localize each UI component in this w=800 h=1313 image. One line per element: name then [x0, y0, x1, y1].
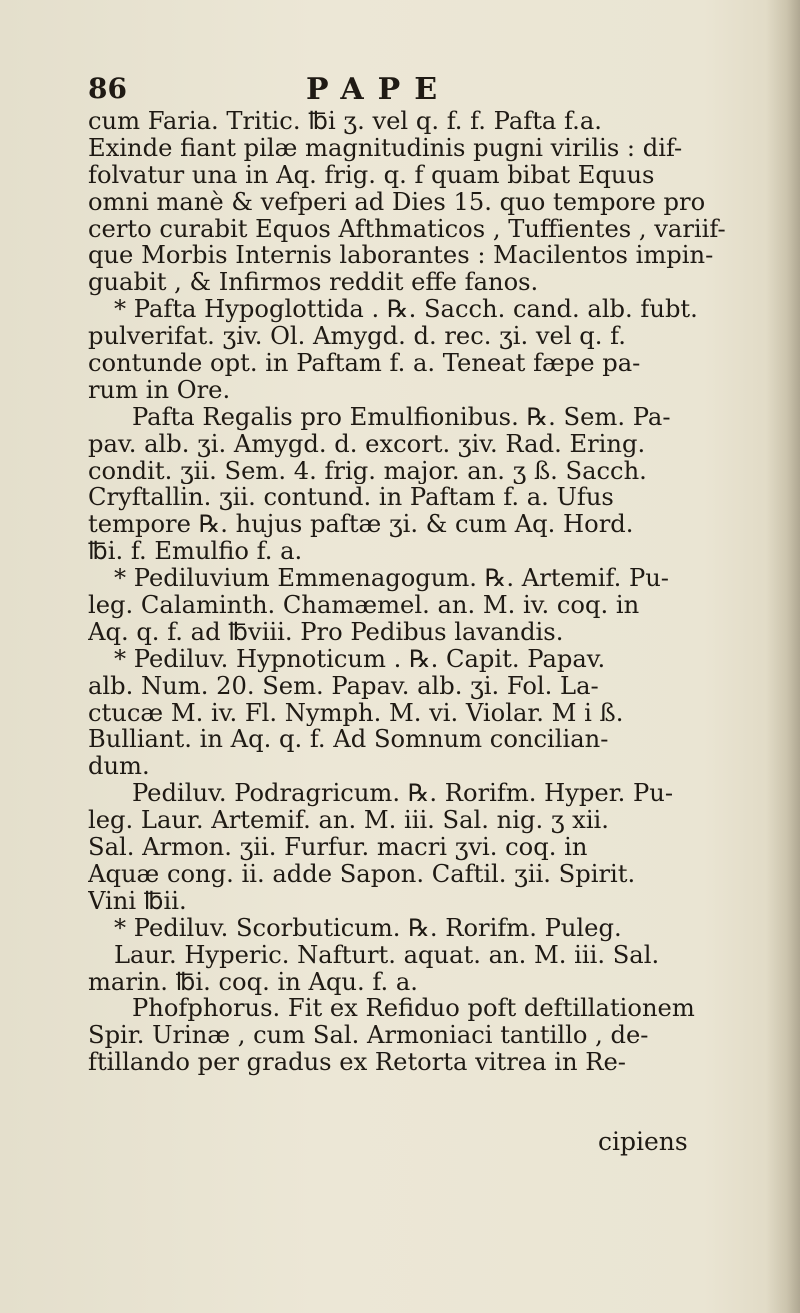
text-line: Sal. Armon. ʒii. Furfur. macri ʒvi. coq. in — [88, 834, 588, 861]
text-line: tempore ℞. hujus paftæ ʒi. & cum Aq. Hord. — [88, 511, 634, 539]
running-head: PAPE — [306, 72, 452, 107]
text-line: * Pediluv. Scorbuticum. ℞. Rorifm. Puleg. — [114, 914, 622, 942]
text-line: Vini ℔ii. — [88, 887, 187, 915]
text-line: * Pediluvium Emmenagogum. ℞. Artemif. Pu- — [114, 565, 669, 593]
text-line: Exinde fiant pilæ magnitudinis pugni virilis : dif- — [88, 134, 683, 162]
page-header — [88, 72, 648, 112]
text-line: folvatur una in Aq. frig. q. f quam bibat Equus — [88, 161, 655, 189]
text-line: Bulliant. in Aq. q. f. Ad Somnum concilian- — [88, 726, 609, 754]
text-line: Spir. Urinæ , cum Sal. Armoniaci tantillo , de- — [88, 1022, 649, 1050]
text-line: Aq. q. f. ad ℔viii. Pro Pedibus lavandis. — [88, 618, 564, 646]
text-line: omni manè & vefperi ad Dies 15. quo tempore pro — [88, 188, 706, 216]
text-line: guabit , & Infirmos reddit effe fanos. — [88, 269, 539, 297]
text-line: Pediluv. Podragricum. ℞. Rorifm. Hyper. Pu- — [132, 780, 674, 808]
page-edge-shadow — [766, 0, 800, 1313]
text-line: pav. alb. ʒi. Amygd. d. excort. ʒiv. Rad. Ering. — [88, 430, 646, 458]
catchword: cipiens — [598, 1127, 688, 1156]
text-line: Cryftallin. ʒii. contund. in Paftam f. a. Ufus — [88, 484, 614, 512]
text-line: Phofphorus. Fit ex Refiduo poft deftillationem — [132, 995, 695, 1023]
text-line: ftillando per gradus ex Retorta vitrea in Re- — [88, 1049, 626, 1077]
text-line: leg. Laur. Artemif. an. M. iii. Sal. nig. ʒ xii. — [88, 807, 609, 835]
text-line: Laur. Hyperic. Nafturt. aquat. an. M. iii. Sal. — [114, 941, 660, 969]
text-line: ℔i. f. Emulfio f. a. — [88, 538, 303, 566]
text-line: cum Faria. Tritic. ℔i ʒ. vel q. f. f. Pafta f.a. — [88, 108, 602, 135]
text-line: que Morbis Internis laborantes : Macilentos impin- — [88, 242, 714, 270]
text-line: ctucæ M. iv. Fl. Nymph. M. vi. Violar. M i ß. — [88, 699, 624, 727]
text-line: contunde opt. in Paftam f. a. Teneat fæpe pa- — [88, 350, 641, 377]
text-line: * Pediluv. Hypnoticum . ℞. Capit. Papav. — [114, 645, 606, 673]
text-line: alb. Num. 20. Sem. Papav. alb. ʒi. Fol. La- — [88, 672, 599, 700]
body-text — [88, 108, 768, 1076]
page-number: 86 — [88, 72, 127, 105]
text-line: leg. Calaminth. Chamæmel. an. M. iv. coq. in — [88, 592, 640, 619]
text-line: dum. — [88, 753, 150, 781]
text-line: condit. ʒii. Sem. 4. frig. major. an. ʒ ß. Sacch. — [88, 457, 647, 485]
text-line: certo curabit Equos Afthmaticos , Tuffientes , variif- — [88, 215, 726, 243]
text-line: Aquæ cong. ii. adde Sapon. Caftil. ʒii. Spirit. — [88, 860, 636, 888]
text-line: rum in Ore. — [88, 376, 231, 404]
text-line: marin. ℔i. coq. in Aqu. f. a. — [88, 968, 418, 996]
text-line: Pafta Regalis pro Emulfionibus. ℞. Sem. Pa- — [132, 403, 671, 431]
text-line: pulverifat. ʒiv. Ol. Amygd. d. rec. ʒi. vel q. f. — [88, 323, 626, 351]
text-line: * Pafta Hypoglottida . ℞. Sacch. cand. alb. fubt. — [114, 296, 698, 324]
